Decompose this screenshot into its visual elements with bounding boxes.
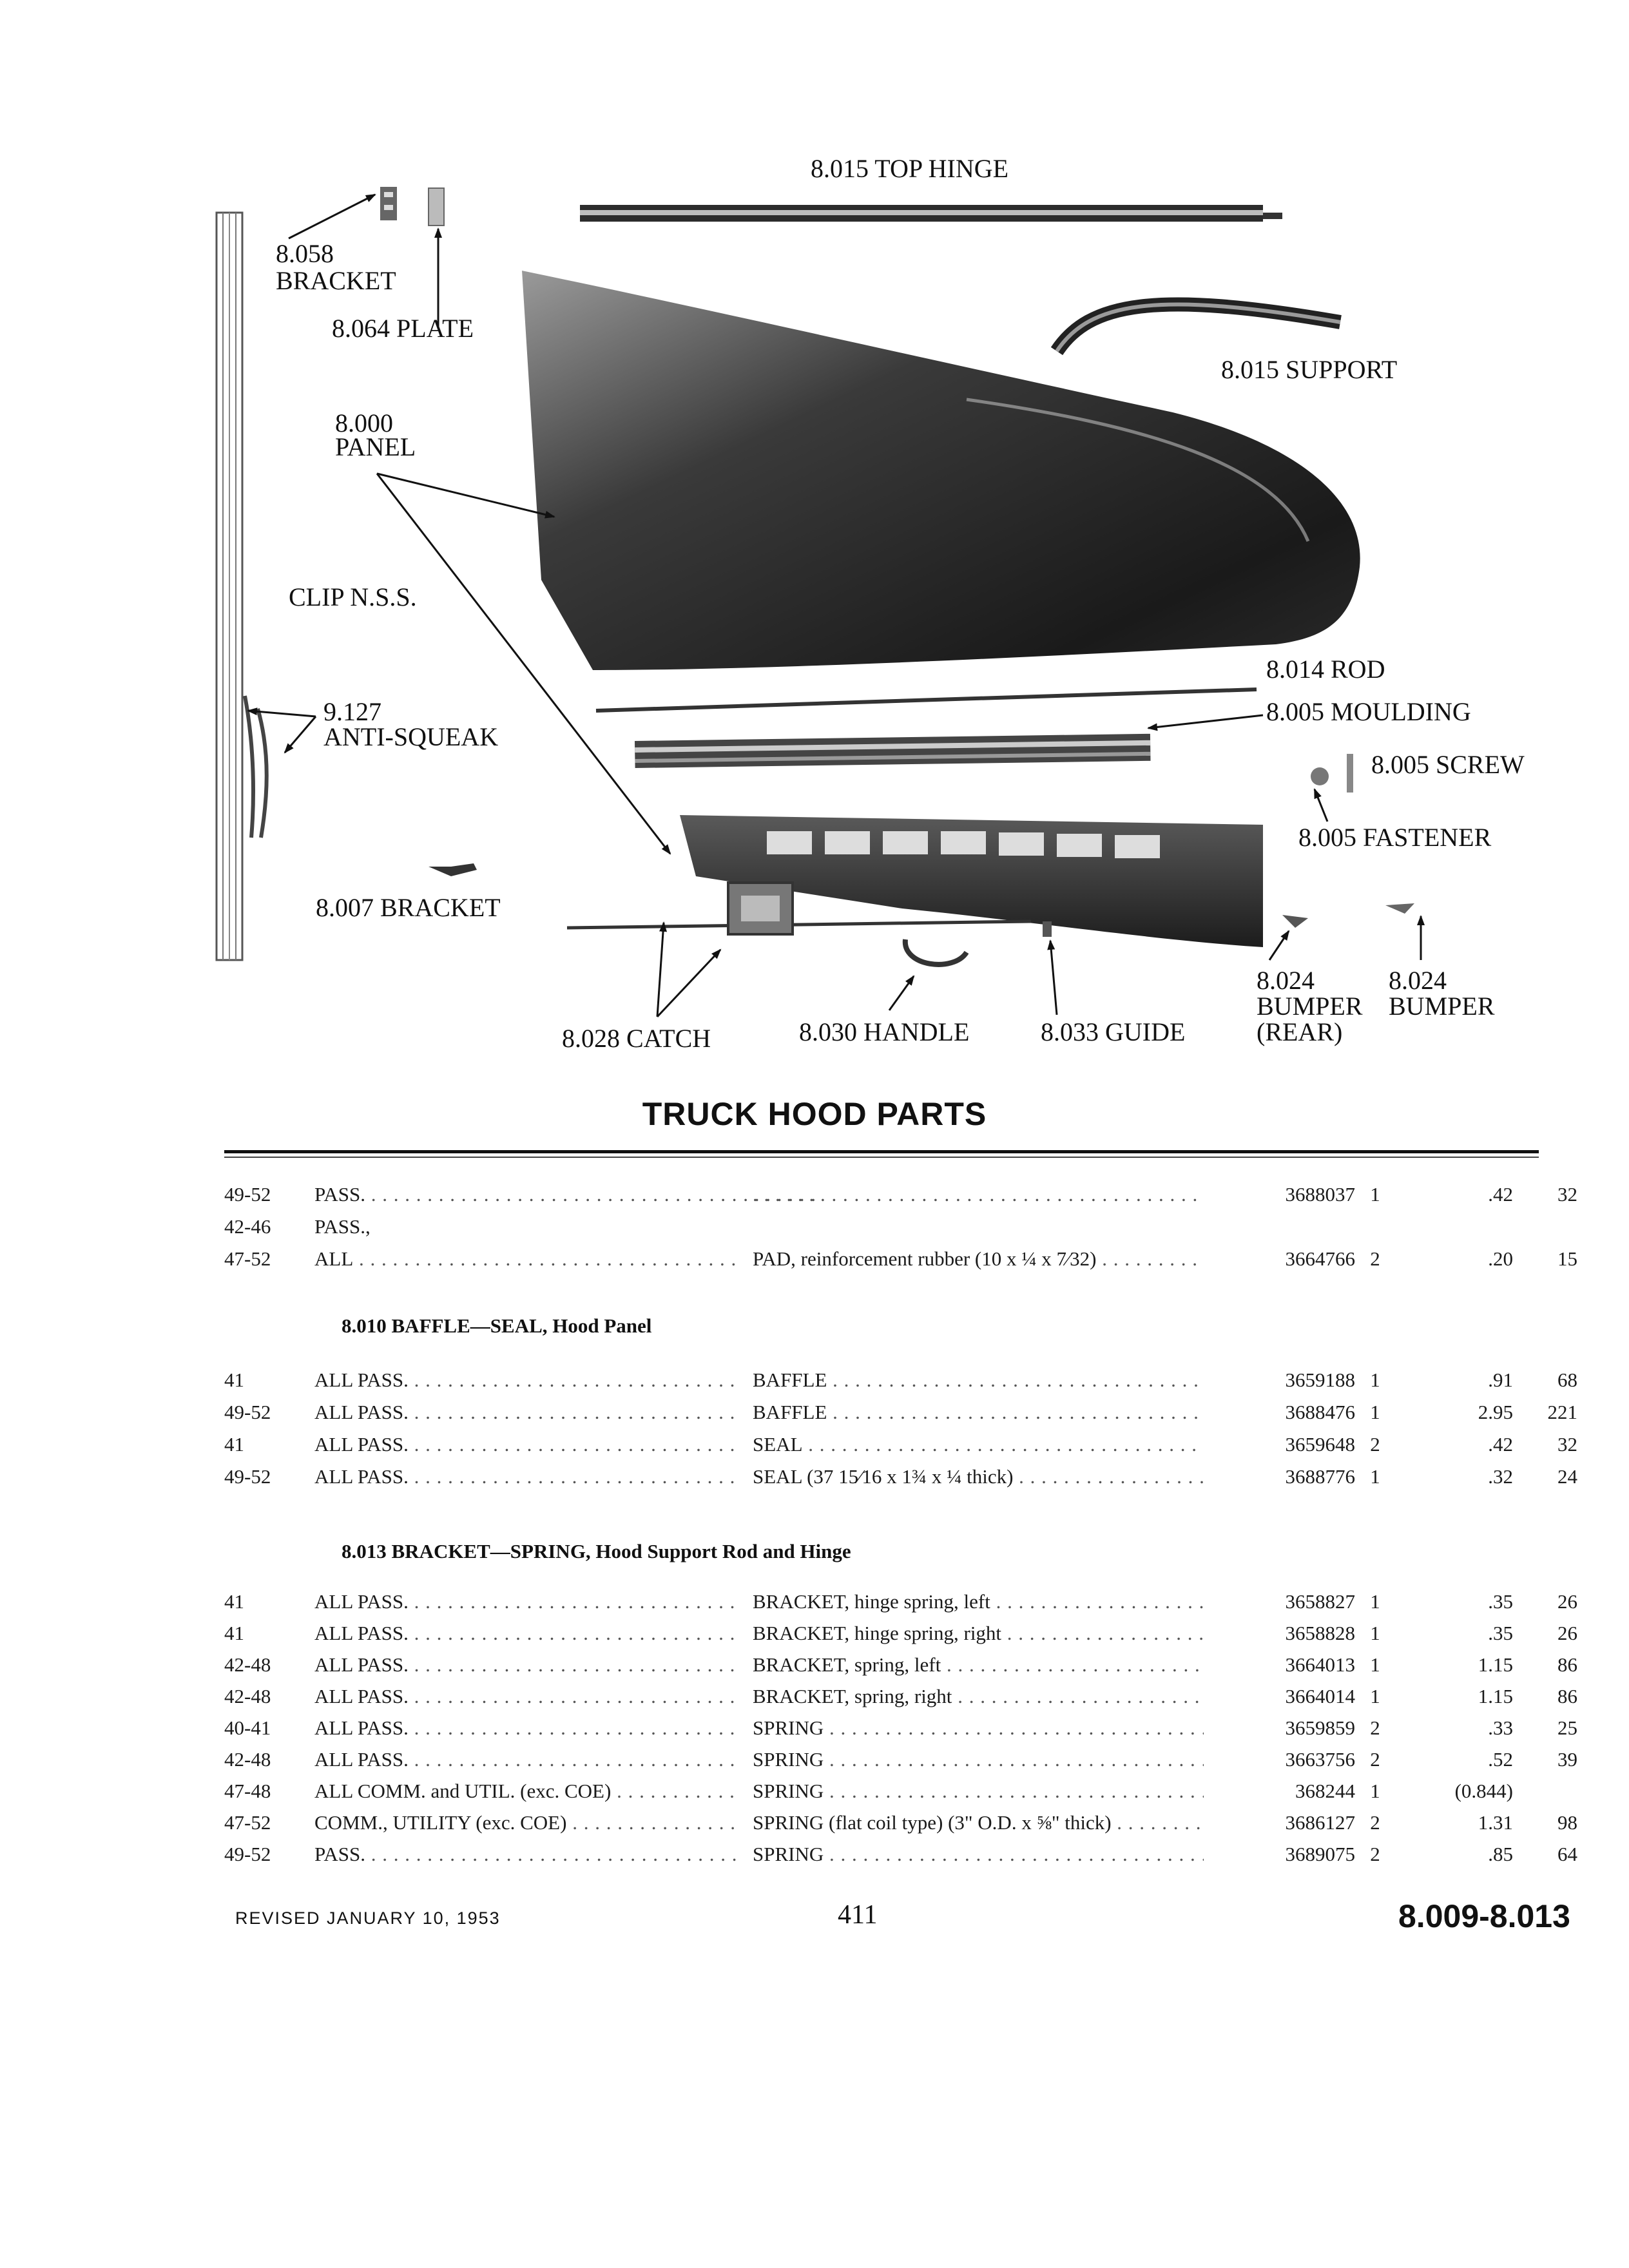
label-screw: 8.005 SCREW xyxy=(1371,750,1525,779)
cell-model: ALL PASS. . . . xyxy=(314,1681,740,1712)
cell-code: 26 xyxy=(1557,1590,1577,1613)
cell-part-number: 3659859 xyxy=(1285,1716,1355,1739)
label-bracket-8058-number: 8.058 xyxy=(276,239,334,268)
label-rod: 8.014 ROD xyxy=(1266,655,1385,684)
table-row xyxy=(224,1429,1577,1460)
cell-year: 47-52 xyxy=(224,1247,271,1270)
label-moulding: 8.005 MOULDING xyxy=(1266,697,1471,726)
cell-price: .32 xyxy=(1488,1465,1513,1488)
label-guide: 8.033 GUIDE xyxy=(1041,1017,1186,1046)
cell-code: 98 xyxy=(1557,1811,1577,1834)
cell-price: .20 xyxy=(1488,1247,1513,1270)
cell-description: PAD, reinforcement rubber (10 x ¼ x 7⁄32) . . . xyxy=(753,1244,1204,1274)
cell-price: 1.15 xyxy=(1478,1685,1513,1707)
table-row xyxy=(224,1586,1577,1617)
cell-quantity: 1 xyxy=(1370,1685,1380,1707)
label-bracket-8058: BRACKET xyxy=(276,266,396,295)
cell-code: 26 xyxy=(1557,1622,1577,1644)
cell-quantity: 2 xyxy=(1370,1716,1380,1739)
cell-year: 42-48 xyxy=(224,1685,271,1707)
cell-description xyxy=(753,1179,1204,1210)
label-panel-number: 8.000 xyxy=(335,408,393,437)
cell-price: 1.15 xyxy=(1478,1653,1513,1676)
cell-part-number: 3663756 xyxy=(1285,1748,1355,1771)
cell-model: ALL PASS. . . . xyxy=(314,1461,740,1492)
label-support: 8.015 SUPPORT xyxy=(1221,355,1398,384)
cell-quantity: 1 xyxy=(1370,1622,1380,1644)
cell-description: SPRING . . . xyxy=(753,1713,1204,1744)
cell-year: 49-52 xyxy=(224,1183,271,1206)
cell-quantity: 2 xyxy=(1370,1247,1380,1270)
cell-quantity: 1 xyxy=(1370,1653,1380,1676)
cell-description: SPRING (flat coil type) (3" O.D. x ⅝" thick) . . . xyxy=(753,1807,1204,1838)
table-row xyxy=(224,1244,1577,1274)
label-plate: 8.064 PLATE xyxy=(332,314,474,343)
handle-part xyxy=(905,939,967,965)
cell-price: .91 xyxy=(1488,1369,1513,1391)
cell-part-number: 3658828 xyxy=(1285,1622,1355,1644)
cell-year: 42-48 xyxy=(224,1653,271,1676)
cell-price: 1.31 xyxy=(1478,1811,1513,1834)
footer-section-range: 8.009-8.013 xyxy=(1398,1898,1570,1934)
cell-part-number: 3664014 xyxy=(1285,1685,1355,1707)
label-catch: 8.028 CATCH xyxy=(562,1024,711,1053)
cell-year: 47-52 xyxy=(224,1811,271,1834)
cell-code: 39 xyxy=(1557,1748,1577,1771)
cell-quantity: 1 xyxy=(1370,1183,1380,1206)
table-row xyxy=(224,1839,1577,1870)
label-bumper-rear: BUMPER xyxy=(1257,992,1363,1021)
footer-page-number: 411 xyxy=(838,1900,878,1930)
cell-code: 25 xyxy=(1557,1716,1577,1739)
table-row xyxy=(224,1681,1577,1712)
cell-model: ALL PASS. . . . xyxy=(314,1618,740,1649)
cell-model: COMM., UTILITY (exc. COE) . . . xyxy=(314,1807,740,1838)
footer-revised-date: REVISED JANUARY 10, 1953 xyxy=(235,1908,501,1928)
cell-year: 49-52 xyxy=(224,1465,271,1488)
page-title: TRUCK HOOD PARTS xyxy=(642,1096,987,1132)
cell-code: 221 xyxy=(1547,1401,1577,1423)
cell-year: 41 xyxy=(224,1590,244,1613)
cell-part-number: 3689075 xyxy=(1285,1843,1355,1865)
cell-part-number: 3688476 xyxy=(1285,1401,1355,1423)
cell-model: ALL PASS. . . . xyxy=(314,1365,740,1396)
cell-model: PASS. . . . xyxy=(314,1839,740,1870)
cell-price: 2.95 xyxy=(1478,1401,1513,1423)
cell-price: .35 xyxy=(1488,1590,1513,1613)
table-row xyxy=(224,1365,1577,1396)
table-row xyxy=(224,1211,1539,1242)
cell-model: ALL PASS. . . . xyxy=(314,1429,740,1460)
cell-quantity: 1 xyxy=(1370,1780,1380,1802)
cell-part-number: 3659188 xyxy=(1285,1369,1355,1391)
cell-quantity: 2 xyxy=(1370,1811,1380,1834)
cell-part-number: 3658827 xyxy=(1285,1590,1355,1613)
cell-year: 49-52 xyxy=(224,1401,271,1423)
label-bumper-number: 8.024 xyxy=(1389,966,1447,995)
section-heading-8013: 8.013 BRACKET—SPRING, Hood Support Rod and Hinge xyxy=(342,1540,851,1562)
cell-code: 68 xyxy=(1557,1369,1577,1391)
table-row xyxy=(224,1713,1577,1744)
anti-squeak-strip xyxy=(217,213,267,960)
top-hinge-part xyxy=(580,205,1282,222)
cell-price: .35 xyxy=(1488,1622,1513,1644)
cell-part-number: 3688037 xyxy=(1285,1183,1355,1206)
cell-quantity: 1 xyxy=(1370,1590,1380,1613)
label-bumper: BUMPER xyxy=(1389,992,1495,1021)
cell-model: ALL PASS. . . . xyxy=(314,1397,740,1428)
cell-part-number: 3664766 xyxy=(1285,1247,1355,1270)
support-part xyxy=(1057,304,1340,351)
label-panel: PANEL xyxy=(335,432,416,461)
guide-part xyxy=(1043,921,1052,937)
table-row xyxy=(224,1776,1539,1807)
cell-model: PASS., xyxy=(314,1215,371,1238)
cell-year: 41 xyxy=(224,1433,244,1456)
cell-model: PASS. . . . xyxy=(314,1179,817,1210)
cell-year: 42-46 xyxy=(224,1215,271,1238)
moulding-part xyxy=(635,734,1151,768)
cell-quantity: 1 xyxy=(1370,1465,1380,1488)
label-anti-squeak: ANTI-SQUEAK xyxy=(323,722,499,751)
label-clip: CLIP N.S.S. xyxy=(289,582,417,611)
table-row xyxy=(224,1807,1577,1838)
cell-model: ALL . . . xyxy=(314,1244,740,1274)
title-rule xyxy=(224,1150,1539,1153)
table-row xyxy=(224,1179,1577,1210)
cell-description: SEAL (37 15⁄16 x 1¾ x ¼ thick) . . . xyxy=(753,1461,1204,1492)
section-heading-8010: 8.010 BAFFLE—SEAL, Hood Panel xyxy=(342,1314,652,1337)
cell-part-number: 3664013 xyxy=(1285,1653,1355,1676)
cell-model: ALL PASS. . . . xyxy=(314,1713,740,1744)
label-fastener: 8.005 FASTENER xyxy=(1298,823,1492,852)
cell-price: .42 xyxy=(1488,1183,1513,1206)
label-anti-squeak-number: 9.127 xyxy=(323,697,381,726)
cell-part-number: 3686127 xyxy=(1285,1811,1355,1834)
cell-description: SPRING . . . xyxy=(753,1839,1204,1870)
table-row xyxy=(224,1649,1577,1680)
cell-part-number: 3659648 xyxy=(1285,1433,1355,1456)
cell-price: (0.844) xyxy=(1454,1780,1513,1802)
cell-year: 49-52 xyxy=(224,1843,271,1865)
cell-description: SEAL . . . xyxy=(753,1429,1204,1460)
hood-panel-part xyxy=(522,271,1360,670)
cell-quantity: 2 xyxy=(1370,1433,1380,1456)
label-bumper-rear-note: (REAR) xyxy=(1257,1017,1343,1046)
bumper-part xyxy=(1385,903,1414,914)
cell-model: ALL PASS. . . . xyxy=(314,1744,740,1775)
label-bracket-8007: 8.007 BRACKET xyxy=(316,893,501,922)
cell-quantity: 2 xyxy=(1370,1748,1380,1771)
label-bumper-rear-number: 8.024 xyxy=(1257,966,1315,995)
cell-price: .85 xyxy=(1488,1843,1513,1865)
cell-quantity: 2 xyxy=(1370,1843,1380,1865)
cell-quantity: 1 xyxy=(1370,1401,1380,1423)
cell-model: ALL PASS. . . . xyxy=(314,1586,740,1617)
cell-price: .33 xyxy=(1488,1716,1513,1739)
bracket-8058-part xyxy=(380,187,397,220)
screw-fastener-part xyxy=(1311,754,1353,793)
cell-code: 24 xyxy=(1557,1465,1577,1488)
cell-code: 15 xyxy=(1557,1247,1577,1270)
cell-description: SPRING . . . xyxy=(753,1744,1204,1775)
bumper-rear-part xyxy=(1282,915,1308,928)
cell-code: 32 xyxy=(1557,1433,1577,1456)
cell-description: BRACKET, hinge spring, right . . . xyxy=(753,1618,1204,1649)
cell-code: 64 xyxy=(1557,1843,1577,1865)
table-row xyxy=(224,1744,1577,1775)
cell-part-number: 368244 xyxy=(1295,1780,1355,1802)
cell-year: 40-41 xyxy=(224,1716,271,1739)
cell-code: 86 xyxy=(1557,1653,1577,1676)
cell-model: ALL COMM. and UTIL. (exc. COE) . . . xyxy=(314,1776,740,1807)
cell-year: 41 xyxy=(224,1622,244,1644)
rod-part xyxy=(596,689,1257,711)
cell-model: ALL PASS. . . . xyxy=(314,1649,740,1680)
cell-year: 42-48 xyxy=(224,1748,271,1771)
table-row xyxy=(224,1618,1577,1649)
cell-description: BRACKET, spring, right . . . xyxy=(753,1681,1204,1712)
label-top-hinge: 8.015 TOP HINGE xyxy=(811,154,1009,183)
cell-price: .52 xyxy=(1488,1748,1513,1771)
label-handle: 8.030 HANDLE xyxy=(799,1017,970,1046)
cell-description: BRACKET, spring, left . . . xyxy=(753,1649,1204,1680)
cell-description: BRACKET, hinge spring, left . . . xyxy=(753,1586,1204,1617)
cell-year: 47-48 xyxy=(224,1780,271,1802)
cell-code: 86 xyxy=(1557,1685,1577,1707)
cell-code: 32 xyxy=(1557,1183,1577,1206)
bracket-8007-part xyxy=(429,863,477,876)
title-rule-thin xyxy=(224,1157,1539,1158)
cell-quantity: 1 xyxy=(1370,1369,1380,1391)
cell-description: BAFFLE . . . xyxy=(753,1397,1204,1428)
table-row xyxy=(224,1461,1577,1492)
cell-price: .42 xyxy=(1488,1433,1513,1456)
plate-8064-part xyxy=(429,188,444,226)
cell-description: BAFFLE . . . xyxy=(753,1365,1204,1396)
table-row xyxy=(224,1397,1577,1428)
cell-year: 41 xyxy=(224,1369,244,1391)
cell-description: SPRING . . . xyxy=(753,1776,1204,1807)
cell-part-number: 3688776 xyxy=(1285,1465,1355,1488)
